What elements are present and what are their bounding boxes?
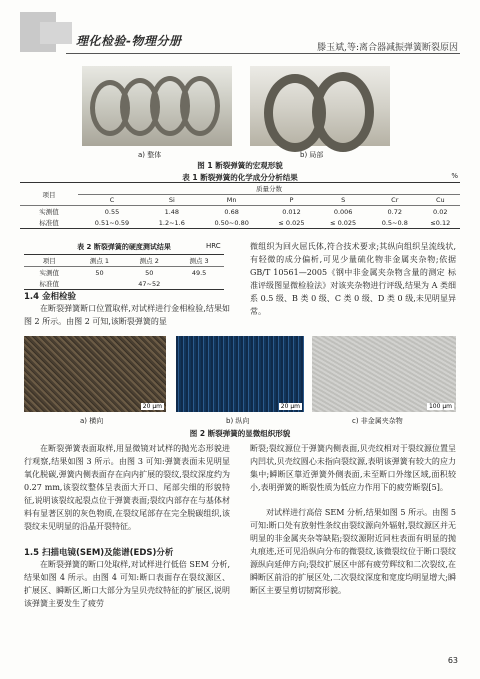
table1-col-header: P — [289, 196, 294, 204]
table2-col-header: 测点 1 — [89, 257, 110, 265]
figure1-caption-a: a) 整体 — [138, 151, 162, 159]
table2-row-label: 标准值 — [39, 280, 60, 288]
figure1-photo-overall — [82, 66, 232, 146]
table2-col-header: 测点 3 — [189, 257, 209, 265]
table2-cell: 50 — [95, 268, 104, 277]
figure2-micrograph-transverse — [24, 336, 166, 412]
table1-cell: ≤ 0.025 — [330, 218, 357, 227]
metallography-result-text: 微组织为回火屈氏体,符合技术要求;其纵向组织呈流线状,有轻微的成分偏析,可见少量硫化物非金属夹杂物;依据 GB/T 10561—2005《钢中非金属夹杂物含量的测定 标准评级图显微检验法》对该夹杂物进行评级,结果为 A 类细系 0.5 级、B 类 0 级、C 类 0 级、D 类 0 级,未见明显异常。 — [250, 242, 456, 316]
table1-row — [20, 206, 460, 218]
table2-cell: 47~52 — [138, 279, 161, 288]
table2-title: 表 2 断裂弹簧的硬度测试结果 — [77, 243, 171, 251]
table1-row-header: 项目 — [20, 183, 78, 206]
table1-cell: ≤ 0.025 — [278, 218, 305, 227]
table1-col-header: Cr — [391, 196, 399, 204]
left-paragraph-1: 在断裂弹簧表面取样,用显微镜对试样的抛光态形貌进行观察,结果如图 3 所示。由图 3 可知:弹簧表面未见明显氧化脱碳,弹簧内侧表面存在向内扩展的裂纹,裂纹深度约为 0.27 mm,该裂纹整体呈表面大开口、尾部尖细的形貌特征,说明该裂纹起裂点位于弹簧表面;裂纹内部存在与基体材料有显著区别的灰色物质,在裂纹尾部存在完全脱碳组织,该裂纹未见明显的沿晶开裂特征。 — [24, 444, 230, 531]
spring-coil — [180, 76, 220, 136]
page-header — [0, 0, 480, 62]
figure2-title: 图 2 断裂弹簧的显微组织形貌 — [189, 429, 291, 438]
figure1-title: 图 1 断裂弹簧的宏观形貌 — [197, 161, 283, 170]
table1-col-header: Cu — [435, 196, 445, 204]
left-paragraph-2: 在断裂弹簧的断口处取样,对试样进行低倍 SEM 分析,结果如图 4 所示。由图 4 可知:断口表面存在裂纹源区、扩展区、瞬断区,断口大部分为呈贝壳纹特征的扩展区,说明该弹簧主要发生了疲劳 — [24, 560, 230, 608]
table2-row-label: 实测值 — [39, 269, 60, 277]
spring-coil — [312, 72, 374, 152]
scale-bar-label: 20 μm — [142, 403, 162, 410]
figure1-caption-b: b) 局部 — [300, 151, 324, 159]
table1-cell: 0.02 — [433, 207, 448, 216]
table2-row — [24, 267, 224, 279]
table2-col-header: 项目 — [42, 257, 56, 265]
table2 — [24, 254, 224, 290]
running-title: 滕玉斌,等:离合器减振弹簧断裂原因 — [317, 43, 458, 53]
table1-col-header: S — [341, 196, 346, 204]
figure2-micrograph-inclusions — [312, 336, 456, 412]
right-paragraph-2: 对试样进行高倍 SEM 分析,结果如图 5 所示。由图 5 可知:断口处有放射性条纹由裂纹源向外辐射,裂纹源区并无明显的非金属夹杂等缺陷;裂纹源附近同柱表面有明显的抛丸痕迹,还可见沿纵向分布的微裂纹,该微裂纹位于断口裂纹源纵向延伸方向;裂纹扩展区中部有疲劳辉纹和二次裂纹,在瞬断区前沿的扩展区处,二次裂纹深度和宽度均明显增大;瞬断区主要呈剪切韧窝形貌。 — [250, 508, 456, 595]
table1-cell: 0.006 — [333, 207, 353, 216]
table2-cell: 49.5 — [191, 268, 207, 277]
table1-cell: 0.55 — [104, 207, 120, 216]
right-paragraph-1: 断裂;裂纹源位于弹簧内侧表面,贝壳纹相对于裂纹源位置呈内凹状,贝壳纹圆心未指向裂纹源,表明该弹簧有较大的应力集中;瞬断区靠近弹簧外侧表面,未至断口外缘区域,面积较小,表明弹簧的断裂性质为低应力作用下的疲劳断裂[5]。 — [250, 444, 456, 492]
page-number: 63 — [447, 656, 458, 665]
table2-cell: 50 — [145, 268, 154, 277]
table1 — [20, 182, 460, 229]
figure2-caption-b: b) 纵向 — [226, 417, 250, 425]
section-1-5-heading: 1.5 扫描电镜(SEM)及能谱(EDS)分析 — [24, 548, 174, 558]
table1-row-label: 标准值 — [39, 219, 59, 227]
table2-unit: HRC — [206, 242, 221, 250]
journal-logo-block-secondary — [40, 22, 72, 44]
table2-col-header: 测点 2 — [139, 257, 159, 265]
table1-row — [20, 217, 460, 229]
table1-cell: 0.012 — [282, 207, 301, 216]
table1-cell: 0.68 — [224, 207, 239, 216]
section-1-4-heading: 1.4 金相检验 — [24, 292, 77, 302]
figure2-micrograph-longitudinal — [176, 336, 304, 412]
table1-title: 表 1 断裂弹簧的化学成分分析结果 — [182, 173, 298, 182]
scale-bar-label: 100 μm — [428, 403, 452, 410]
table1-col-header: Si — [168, 196, 175, 204]
table1-cell: 0.5~0.8 — [381, 218, 408, 227]
table1-col-header: C — [109, 196, 115, 204]
table1-cell: 0.50~0.80 — [214, 218, 249, 227]
table1-unit: % — [451, 172, 458, 180]
table1-cell: 1.48 — [164, 207, 180, 216]
section-1-4-text: 在断裂弹簧断口位置取样,对试样进行金相检验,结果如图 2 所示。由图 2 可知,该断裂弹簧的显 — [24, 304, 230, 326]
figure2-caption-a: a) 横向 — [80, 417, 104, 425]
scale-bar-label: 20 μm — [280, 403, 300, 410]
table1-row-label: 实测值 — [39, 208, 59, 216]
table2-row — [24, 278, 224, 290]
table1-cell: 0.51~0.59 — [94, 218, 130, 227]
table1-col-header: Mn — [226, 196, 237, 204]
table1-cell: 1.2~1.6 — [158, 218, 185, 227]
table1-cell: 0.72 — [387, 207, 403, 216]
table1-group-header: 质量分数 — [78, 183, 460, 195]
journal-name: 理化检验-物理分册 — [76, 34, 182, 48]
figure1-photo-detail — [250, 66, 390, 146]
figure2-caption-c: c) 非金属夹杂物 — [352, 417, 403, 425]
header-rule — [66, 53, 460, 54]
table1-cell: ≤0.12 — [430, 218, 451, 227]
